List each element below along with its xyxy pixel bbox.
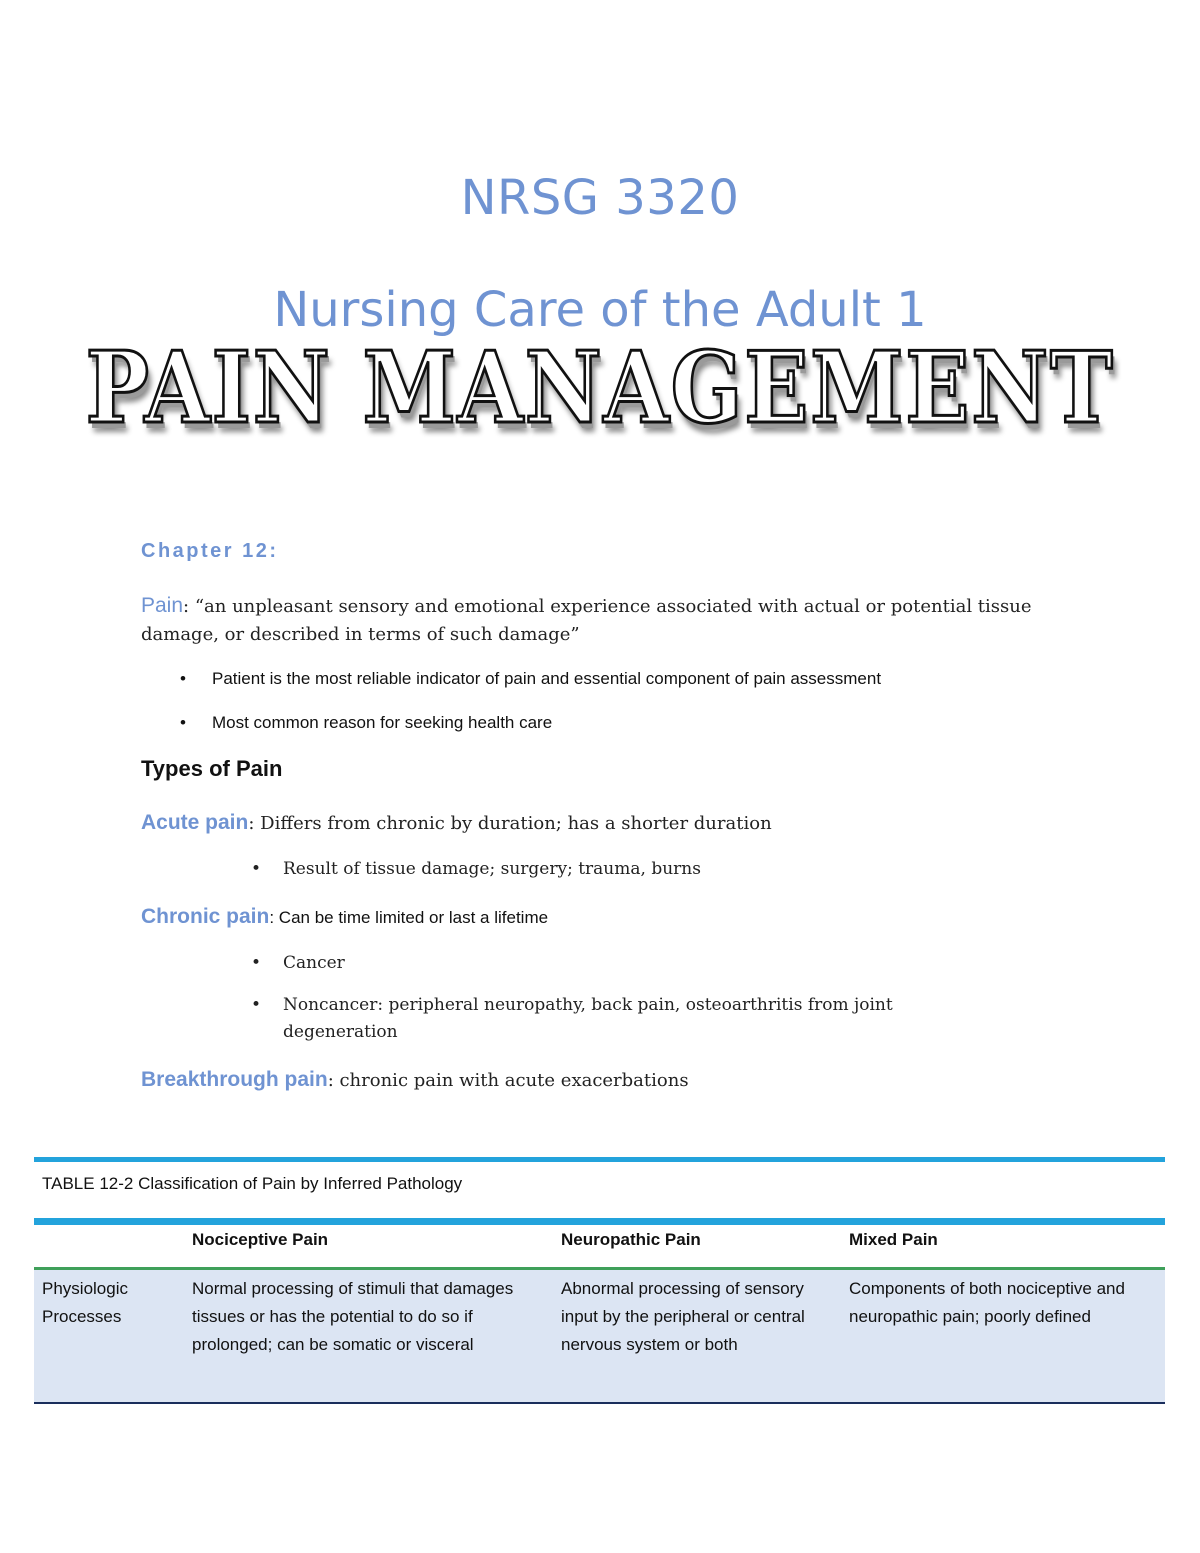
table-bottom-rule — [34, 1402, 1165, 1404]
pain-definition-sep: : — [183, 596, 195, 617]
breakthrough-pain-text: : chronic pain with acute exacerbations — [327, 1070, 689, 1091]
table-cell-nociceptive: Normal processing of stimuli that damages tissues or has the potential to do so if prolonged; can be somatic or visceral — [192, 1279, 514, 1354]
chapter-heading: Chapter 12: — [141, 540, 279, 562]
course-code: NRSG 3320 — [460, 170, 740, 226]
table-header-mixed: Mixed Pain — [849, 1230, 938, 1249]
breakthrough-pain-definition — [141, 1066, 1041, 1095]
bullet-text: Most common reason for seeking health care — [212, 713, 553, 732]
types-of-pain-heading: Types of Pain — [141, 756, 283, 781]
pain-term: Pain — [141, 594, 184, 617]
chronic-pain-text: : Can be time limited or last a lifetime — [269, 908, 549, 927]
bullet-text: Result of tissue damage; surgery; trauma, burns — [283, 859, 701, 879]
pain-definition — [141, 592, 1041, 649]
table-cell-mixed: Components of both nociceptive and neuropathic pain; poorly defined — [849, 1279, 1125, 1326]
table-header-neuropathic: Neuropathic Pain — [561, 1230, 701, 1249]
list-item: • Cancer — [251, 953, 345, 973]
acute-pain-definition — [141, 809, 1041, 838]
bullet-text: Patient is the most reliable indicator of pain and essential component of pain assessment — [212, 669, 882, 688]
list-item: • Result of tissue damage; surgery; trauma, burns — [251, 859, 701, 879]
table-header-nociceptive: Nociceptive Pain — [192, 1230, 329, 1249]
chronic-pain-definition — [141, 903, 1041, 932]
pain-management-banner: PAIN MANAGEMENT — [85, 331, 1115, 446]
acute-pain-text: : Differs from chronic by duration; has a shorter duration — [248, 813, 772, 834]
list-item: • Most common reason for seeking health care — [180, 713, 553, 732]
list-item: • Noncancer: peripheral neuropathy, back pain, osteoarthritis from joint degeneration — [251, 995, 893, 1042]
pain-definition-text: “an unpleasant sensory and emotional experience associated with actual or potential tissue damage, or described in terms of such damage” — [141, 596, 1032, 645]
bullet-text: Cancer — [283, 953, 345, 973]
table-cell-neuropathic: Abnormal processing of sensory input by the peripheral or central nervous system or both — [561, 1279, 805, 1354]
chronic-pain-term: Chronic pain — [141, 905, 270, 928]
bullet-text: Noncancer: peripheral neuropathy, back pain, osteoarthritis from joint degeneration — [283, 995, 893, 1042]
list-item: • Patient is the most reliable indicator of pain and essential component of pain assessment — [180, 669, 882, 688]
table-top-rule — [34, 1157, 1165, 1162]
acute-pain-term: Acute pain — [141, 811, 249, 834]
table-row-label: Physiologic Processes — [42, 1279, 128, 1326]
course-name: Nursing Care of the Adult 1 — [273, 282, 927, 338]
breakthrough-pain-term: Breakthrough pain — [141, 1068, 328, 1091]
table-caption: TABLE 12-2 Classification of Pain by Inferred Pathology — [42, 1174, 463, 1193]
table-header-rule — [34, 1218, 1165, 1225]
